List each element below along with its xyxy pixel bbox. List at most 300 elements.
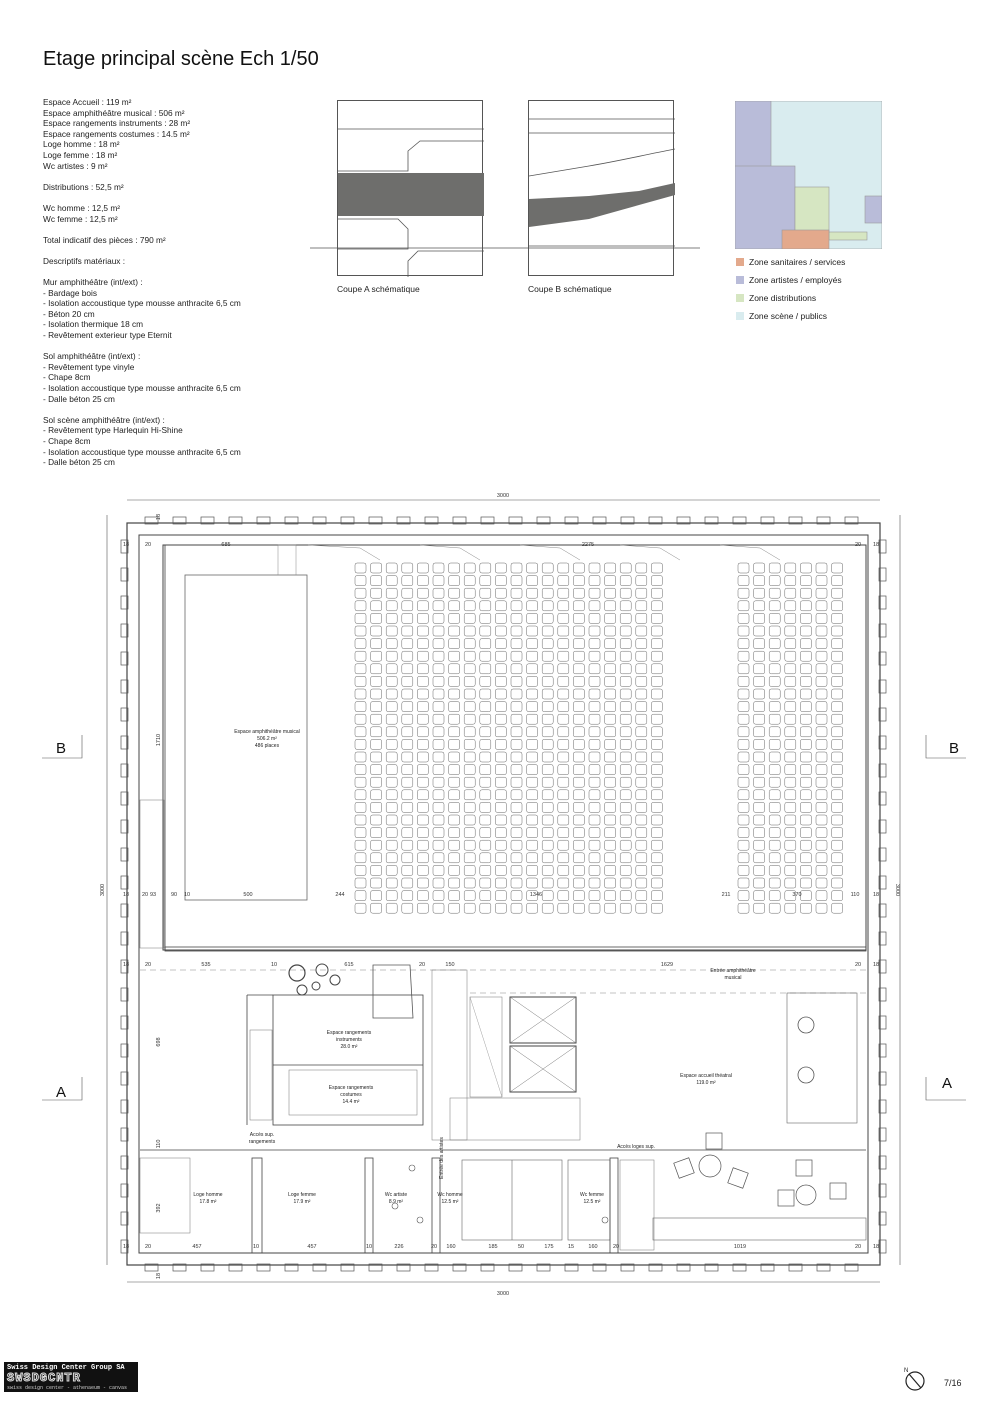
seat: [816, 563, 827, 573]
seat: [573, 563, 584, 573]
seat: [816, 891, 827, 901]
seat: [651, 878, 662, 888]
seat: [402, 601, 413, 611]
seat: [605, 626, 616, 636]
seat: [464, 802, 475, 812]
seat: [573, 790, 584, 800]
seat: [620, 588, 631, 598]
seat: [495, 727, 506, 737]
seat: [464, 840, 475, 850]
seat: [605, 714, 616, 724]
seat: [495, 739, 506, 749]
seat: [433, 664, 444, 674]
seat: [386, 588, 397, 598]
seat: [769, 790, 780, 800]
seat: [495, 790, 506, 800]
seat: [769, 878, 780, 888]
seat: [386, 752, 397, 762]
seat: [636, 777, 647, 787]
seat: [480, 626, 491, 636]
seat: [355, 815, 366, 825]
dim-mid-4: 10: [183, 892, 191, 898]
section-mark-b-right: B: [949, 740, 960, 757]
seat: [480, 865, 491, 875]
seat: [785, 777, 796, 787]
seat: [558, 702, 569, 712]
seat: [527, 840, 538, 850]
seat: [495, 613, 506, 623]
seat: [636, 689, 647, 699]
seat: [573, 601, 584, 611]
seat: [386, 576, 397, 586]
seat: [542, 840, 553, 850]
seat: [542, 651, 553, 661]
seat: [573, 739, 584, 749]
spec-line: Wc homme : 12,5 m²: [43, 202, 120, 213]
seat: [355, 853, 366, 863]
seat: [651, 714, 662, 724]
seat: [800, 752, 811, 762]
seat: [355, 613, 366, 623]
seat: [800, 891, 811, 901]
seat: [449, 840, 460, 850]
spec-line: - Bardage bois: [43, 287, 97, 298]
seat: [433, 727, 444, 737]
seat: [785, 651, 796, 661]
seat: [511, 676, 522, 686]
seat: [386, 815, 397, 825]
dim-cor-0: 18: [122, 962, 130, 968]
seat: [800, 576, 811, 586]
dim-top-3: 2275: [581, 542, 595, 548]
seat: [769, 840, 780, 850]
seat: [816, 878, 827, 888]
label-acces-rangements-2: rangements: [248, 1139, 276, 1145]
seat: [816, 702, 827, 712]
seat: [402, 865, 413, 875]
seat: [527, 613, 538, 623]
seat: [832, 613, 843, 623]
seat: [800, 840, 811, 850]
seat: [754, 752, 765, 762]
seat: [816, 828, 827, 838]
seat: [371, 702, 382, 712]
seat: [620, 765, 631, 775]
seat: [651, 676, 662, 686]
seat: [558, 815, 569, 825]
dim-bot-6: 226: [394, 1244, 404, 1250]
seat: [495, 601, 506, 611]
dim-left-4: 392: [156, 1203, 162, 1213]
seat: [800, 815, 811, 825]
seat: [480, 802, 491, 812]
seat: [417, 727, 428, 737]
label-entree-artistes: Entrée des artistes: [439, 1137, 445, 1179]
seat: [738, 613, 749, 623]
seat: [573, 639, 584, 649]
logo-mark: SWSDGCNTR: [7, 1371, 81, 1385]
seat: [449, 676, 460, 686]
seat: [816, 639, 827, 649]
seat: [355, 891, 366, 901]
seat: [558, 765, 569, 775]
seat: [800, 626, 811, 636]
dim-cor-1: 20: [144, 962, 152, 968]
room-instruments-area: 28.0 m²: [340, 1044, 358, 1050]
seat: [511, 651, 522, 661]
seat: [769, 828, 780, 838]
seat: [542, 739, 553, 749]
company-logo: [4, 1362, 138, 1392]
seat: [589, 563, 600, 573]
seat: [542, 865, 553, 875]
seat: [495, 714, 506, 724]
seat: [433, 828, 444, 838]
seat: [785, 601, 796, 611]
seat: [495, 689, 506, 699]
room-amphi-places: 486 places: [254, 743, 280, 749]
seat: [651, 664, 662, 674]
seat: [738, 802, 749, 812]
seat: [636, 727, 647, 737]
seat: [754, 790, 765, 800]
seat: [769, 702, 780, 712]
seat: [754, 651, 765, 661]
seat: [495, 664, 506, 674]
seat: [800, 802, 811, 812]
seat: [800, 865, 811, 875]
seat: [832, 853, 843, 863]
seat: [651, 853, 662, 863]
seat: [573, 727, 584, 737]
seat: [785, 802, 796, 812]
seat: [816, 588, 827, 598]
room-wc-homme-name: Wc homme: [437, 1192, 463, 1198]
seat: [651, 865, 662, 875]
seat: [636, 878, 647, 888]
seat: [527, 626, 538, 636]
seat: [433, 865, 444, 875]
seat: [785, 639, 796, 649]
seat: [371, 878, 382, 888]
seat: [386, 601, 397, 611]
seat: [527, 727, 538, 737]
seat: [558, 752, 569, 762]
seat: [636, 601, 647, 611]
seat: [464, 601, 475, 611]
seat: [464, 765, 475, 775]
dim-bot-12: 15: [567, 1244, 575, 1250]
spec-line: - Isolation thermique 18 cm: [43, 319, 144, 330]
seat: [402, 765, 413, 775]
seat: [495, 626, 506, 636]
seat: [605, 790, 616, 800]
seat: [417, 588, 428, 598]
seat: [800, 714, 811, 724]
seat: [558, 563, 569, 573]
seat: [464, 651, 475, 661]
seat: [558, 664, 569, 674]
seat: [651, 802, 662, 812]
seat: [785, 727, 796, 737]
spec-line: - Isolation accoustique type mousse anthracite 6,5 cm: [43, 446, 241, 457]
seat: [449, 651, 460, 661]
seat: [449, 588, 460, 598]
seat: [769, 588, 780, 598]
seat: [433, 702, 444, 712]
seat: [480, 777, 491, 787]
dim-bot-17: 18: [872, 1244, 880, 1250]
seat: [527, 576, 538, 586]
seat: [464, 626, 475, 636]
seat: [816, 752, 827, 762]
seat: [832, 588, 843, 598]
seat: [495, 815, 506, 825]
seat: [464, 777, 475, 787]
dim-bot-10: 50: [517, 1244, 525, 1250]
seat: [464, 752, 475, 762]
seat: [449, 815, 460, 825]
seat: [832, 563, 843, 573]
seat: [573, 576, 584, 586]
seat: [480, 878, 491, 888]
seat: [832, 865, 843, 875]
seat: [605, 865, 616, 875]
seat: [816, 626, 827, 636]
seat: [511, 664, 522, 674]
seat: [785, 790, 796, 800]
seat: [464, 664, 475, 674]
seat: [605, 676, 616, 686]
seat: [620, 865, 631, 875]
label-acces-rangements-1: Accès sup.: [249, 1132, 275, 1138]
seat: [464, 790, 475, 800]
seat: [620, 714, 631, 724]
seat: [433, 651, 444, 661]
seat: [738, 563, 749, 573]
seat: [573, 878, 584, 888]
seat: [785, 563, 796, 573]
seat: [371, 853, 382, 863]
seat: [589, 878, 600, 888]
seat: [800, 878, 811, 888]
seat: [620, 790, 631, 800]
seat: [511, 613, 522, 623]
seat: [542, 777, 553, 787]
seat: [785, 626, 796, 636]
seat: [816, 865, 827, 875]
seat: [386, 739, 397, 749]
seat: [449, 802, 460, 812]
seat: [449, 739, 460, 749]
seat: [386, 878, 397, 888]
seat: [832, 891, 843, 901]
seat: [402, 651, 413, 661]
seat: [573, 865, 584, 875]
seat: [573, 777, 584, 787]
seat: [651, 727, 662, 737]
seat: [769, 651, 780, 661]
seat: [449, 878, 460, 888]
page-number: 7/16: [944, 1378, 962, 1388]
seat: [620, 601, 631, 611]
seat: [371, 613, 382, 623]
dim-left-0: 18: [156, 513, 162, 521]
seat: [832, 601, 843, 611]
seat: [738, 651, 749, 661]
seat: [754, 601, 765, 611]
seat: [738, 752, 749, 762]
seat: [558, 790, 569, 800]
seat: [511, 702, 522, 712]
seat: [832, 739, 843, 749]
seat: [832, 664, 843, 674]
seat: [769, 891, 780, 901]
seat: [464, 563, 475, 573]
spec-line: Distributions : 52,5 m²: [43, 181, 124, 192]
seat: [527, 651, 538, 661]
seat: [651, 790, 662, 800]
seat: [542, 714, 553, 724]
seat: [417, 702, 428, 712]
seat: [754, 626, 765, 636]
seat: [651, 601, 662, 611]
seat: [371, 676, 382, 686]
dim-bot-4: 457: [307, 1244, 317, 1250]
seat: [542, 563, 553, 573]
seat: [816, 790, 827, 800]
seat: [558, 689, 569, 699]
seat: [417, 765, 428, 775]
spec-line: - Béton 20 cm: [43, 308, 95, 319]
seat: [527, 765, 538, 775]
seat: [754, 613, 765, 623]
seat: [589, 676, 600, 686]
seat: [589, 903, 600, 913]
seat: [589, 727, 600, 737]
seat: [464, 878, 475, 888]
seat: [738, 777, 749, 787]
seat: [480, 576, 491, 586]
seat: [371, 651, 382, 661]
seat: [464, 613, 475, 623]
seat: [464, 828, 475, 838]
seat: [816, 765, 827, 775]
seat: [527, 828, 538, 838]
spec-line: Mur amphithéâtre (int/ext) :: [43, 277, 143, 288]
seat: [605, 903, 616, 913]
seat: [605, 752, 616, 762]
dim-right-total: 3000: [894, 883, 900, 897]
seat: [651, 563, 662, 573]
seat: [417, 576, 428, 586]
spec-line: Loge homme : 18 m²: [43, 139, 120, 150]
seat: [417, 601, 428, 611]
seat: [651, 576, 662, 586]
seat: [738, 815, 749, 825]
seat: [511, 790, 522, 800]
seat: [355, 639, 366, 649]
seat: [589, 891, 600, 901]
seat: [480, 853, 491, 863]
seat: [738, 853, 749, 863]
seat: [832, 702, 843, 712]
room-loge-homme-name: Loge homme: [193, 1192, 223, 1198]
seat: [800, 664, 811, 674]
dim-bot-15: 1019: [733, 1244, 747, 1250]
dim-bot-11: 175: [544, 1244, 554, 1250]
seat: [785, 828, 796, 838]
seat: [832, 639, 843, 649]
seat: [738, 891, 749, 901]
seat: [449, 639, 460, 649]
seat: [511, 576, 522, 586]
seat: [433, 790, 444, 800]
seat: [651, 588, 662, 598]
seat: [527, 563, 538, 573]
seat: [754, 563, 765, 573]
spec-line: Espace rangements instruments : 28 m²: [43, 118, 191, 129]
seat: [355, 903, 366, 913]
seat: [636, 676, 647, 686]
seat: [785, 865, 796, 875]
seat: [417, 865, 428, 875]
seat: [386, 840, 397, 850]
seat: [800, 601, 811, 611]
seat: [589, 639, 600, 649]
seat: [800, 790, 811, 800]
north-arrow-icon: [902, 1366, 928, 1392]
seat: [511, 828, 522, 838]
seat: [651, 828, 662, 838]
seat: [754, 739, 765, 749]
seat: [800, 563, 811, 573]
seat: [573, 828, 584, 838]
seat: [738, 702, 749, 712]
seat: [573, 853, 584, 863]
seat: [816, 903, 827, 913]
label-entree-amphi-2: musical: [724, 975, 742, 981]
dim-cor-4: 615: [344, 962, 354, 968]
seat: [495, 903, 506, 913]
seat: [542, 790, 553, 800]
seat: [800, 702, 811, 712]
coupe-a-caption: Coupe A schématique: [337, 284, 420, 294]
seat: [495, 865, 506, 875]
seat: [386, 664, 397, 674]
seat: [464, 815, 475, 825]
seat: [402, 840, 413, 850]
seat: [605, 702, 616, 712]
seat: [754, 853, 765, 863]
seat: [371, 626, 382, 636]
seat: [386, 651, 397, 661]
seat: [527, 790, 538, 800]
seat: [433, 891, 444, 901]
seat: [800, 739, 811, 749]
seat: [511, 802, 522, 812]
seat: [371, 777, 382, 787]
seat: [620, 727, 631, 737]
seat: [738, 601, 749, 611]
seat: [495, 840, 506, 850]
room-loge-femme-area: 17.9 m²: [293, 1199, 311, 1205]
seat: [371, 865, 382, 875]
seat: [558, 777, 569, 787]
dim-bottom-total: 3000: [496, 1291, 510, 1297]
seat: [449, 714, 460, 724]
seat: [754, 714, 765, 724]
